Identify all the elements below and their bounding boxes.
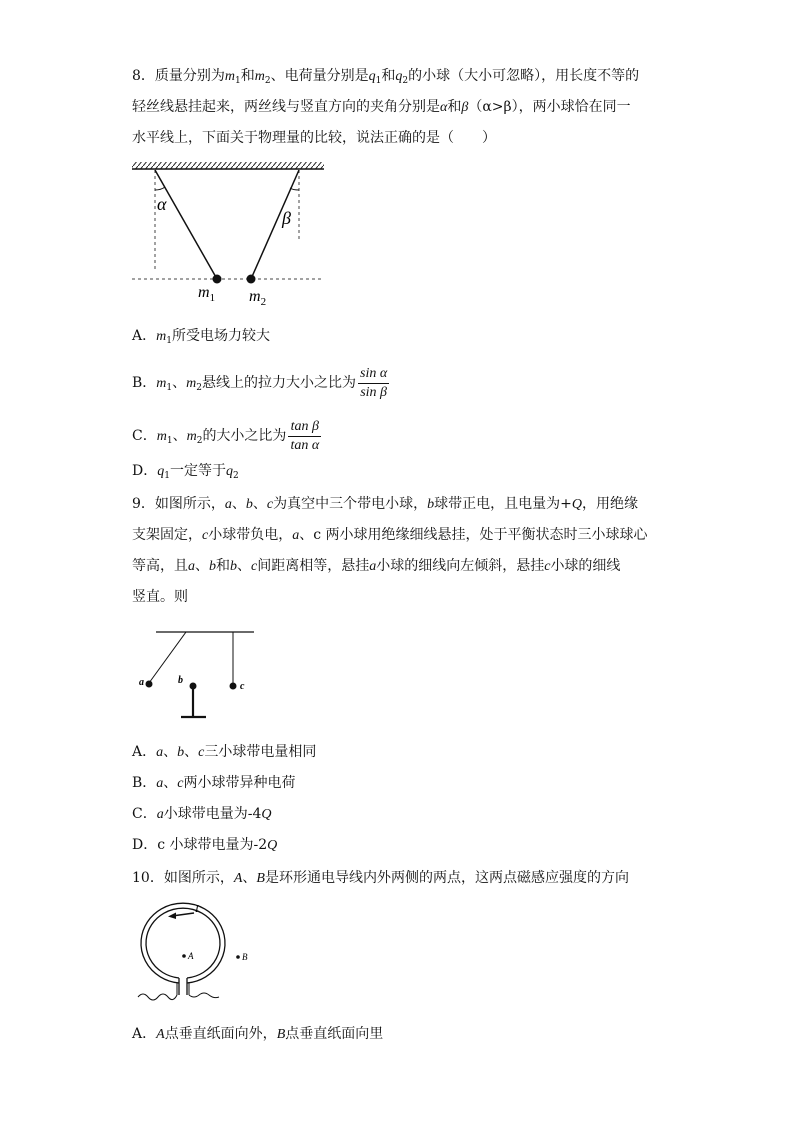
- var-A: A: [233, 871, 243, 886]
- q10-text: 是环形通电导线内外两侧的两点，这两点磁感应强度的方向: [264, 870, 629, 886]
- option-label: C．: [132, 806, 157, 822]
- q10-text: 10．如图所示，: [132, 870, 234, 886]
- ball-m1: [213, 275, 222, 284]
- wavy-wire-left: [138, 994, 177, 1000]
- ring-wire-inner: [146, 908, 220, 978]
- option-label: A．: [132, 328, 157, 344]
- separator: 、: [172, 375, 187, 391]
- q9-stem-line-3: [132, 556, 620, 577]
- subscript: 1: [166, 436, 173, 446]
- subscript: 2: [402, 76, 409, 86]
- var-c: c: [266, 497, 274, 512]
- var-c: c: [177, 776, 184, 791]
- var-a: a: [224, 497, 232, 512]
- var-alpha: α: [440, 100, 448, 115]
- label-a: a: [139, 677, 144, 688]
- q9-text: 、c 两小球用绝缘细线悬挂，处于平衡状态时三小球球心: [299, 527, 648, 543]
- var-q2: q: [225, 464, 233, 479]
- label-m2: $m_2$: [249, 288, 267, 308]
- var-a: a: [369, 559, 377, 574]
- var-c: c: [251, 559, 258, 574]
- option-text: 悬线上的拉力大小之比为: [202, 375, 357, 391]
- q9-option-d: [132, 835, 277, 856]
- q8-text: 、电荷量分别是: [270, 68, 369, 84]
- q9-text: 为真空中三个带电小球，: [273, 496, 428, 512]
- option-label: D．: [132, 463, 158, 479]
- var-m1: m: [224, 69, 236, 84]
- angle-arc-alpha: [155, 187, 165, 190]
- q9-figure: [134, 626, 260, 722]
- var-B: B: [256, 871, 265, 886]
- option-label: D．: [132, 837, 158, 853]
- var-beta: β: [461, 100, 469, 115]
- option-text: 三小球带电量相同: [204, 744, 317, 760]
- q8-figure: [128, 160, 328, 310]
- option-text: 小球带电量为-4: [163, 806, 262, 822]
- label-c: c: [240, 681, 245, 692]
- label-m1: $m_1$: [198, 284, 216, 304]
- option-text: 点垂直纸面向里: [285, 1026, 384, 1042]
- q9-text: 、: [231, 496, 246, 512]
- option-label: C．: [132, 428, 157, 444]
- point-A-dot: [182, 954, 186, 958]
- option-text: 两小球带异种电荷: [183, 775, 296, 791]
- var-a: a: [156, 745, 164, 760]
- q9-text: 和: [216, 558, 230, 574]
- subscript: 1: [235, 76, 241, 86]
- q9-text: 小球的细线向左倾斜，悬挂: [376, 558, 545, 574]
- q9-text: 球带正电，且电量为+: [434, 496, 572, 512]
- q8-option-d: [132, 461, 239, 482]
- q9-option-b: [132, 773, 296, 794]
- var-q1: q: [157, 464, 165, 479]
- option-text: 一定等于: [169, 463, 226, 479]
- subscript: 1: [375, 76, 382, 86]
- var-Q: Q: [571, 497, 582, 512]
- q9-option-a: [132, 742, 316, 763]
- subscript: 2: [264, 76, 271, 86]
- separator: 、: [163, 775, 178, 791]
- current-arrow-head: [168, 913, 176, 920]
- q10-stem-line-1: [132, 868, 629, 889]
- q9-text: 、: [252, 496, 267, 512]
- separator: 、: [184, 744, 199, 760]
- fraction-denominator: sin β: [360, 384, 388, 400]
- q9-stem-line-1: [132, 494, 638, 515]
- var-m1: m: [156, 376, 167, 391]
- subscript: 2: [232, 471, 239, 481]
- q8-stem-line-2: [132, 97, 631, 118]
- fraction-numerator: sin α: [358, 365, 389, 384]
- var-m1: m: [156, 429, 167, 444]
- wavy-wire-right: [189, 993, 219, 998]
- ball-a: [146, 681, 153, 688]
- q10-option-a: [132, 1024, 383, 1045]
- subscript: 1: [166, 336, 172, 346]
- fraction-tan: [288, 418, 321, 455]
- label-A: A: [188, 951, 194, 961]
- option-text: c 小球带电量为-2: [157, 837, 268, 853]
- fraction-sin: [358, 365, 389, 402]
- q10-figure: [132, 898, 262, 1008]
- var-a: a: [292, 528, 300, 543]
- var-m2: m: [186, 429, 197, 444]
- label-I: I: [195, 903, 199, 915]
- angle-arc-beta: [290, 188, 299, 190]
- q10-text: 、: [242, 870, 257, 886]
- thread-m2: [251, 170, 299, 279]
- q9-text: 间距离相等，悬挂: [257, 558, 370, 574]
- option-text: 的大小之比为: [202, 428, 287, 444]
- ball-c: [230, 683, 237, 690]
- q9-option-c: [132, 804, 271, 825]
- separator: 、: [163, 744, 178, 760]
- var-a: a: [156, 776, 164, 791]
- q8-text: 和: [240, 68, 255, 84]
- q8-text: 和: [447, 99, 462, 115]
- q9-text: 支架固定，: [132, 527, 202, 543]
- q9-stem-line-4: [132, 587, 188, 607]
- option-label: B．: [132, 375, 157, 391]
- var-q2: q: [395, 69, 403, 84]
- q8-text: 8．质量分别为: [132, 68, 225, 84]
- option-label: B．: [132, 775, 157, 791]
- var-b: b: [230, 559, 237, 574]
- q8-text: 和: [381, 68, 396, 84]
- q9-stem-line-2: [132, 525, 648, 546]
- var-Q: Q: [267, 838, 278, 853]
- label-B: B: [242, 952, 248, 962]
- var-b: b: [209, 559, 216, 574]
- q8-text: 的小球（大小可忽略），用长度不等的: [408, 68, 640, 84]
- q9-text: 、: [237, 558, 251, 574]
- q8-text: （α>β），两小球恰在同一: [468, 99, 631, 115]
- var-c: c: [544, 559, 551, 574]
- var-c: c: [198, 745, 205, 760]
- q9-text: 竖直。则: [132, 589, 188, 605]
- q9-text: ，用绝缘: [582, 496, 638, 512]
- option-text: 所受电场力较大: [171, 328, 270, 344]
- var-m2: m: [254, 69, 265, 84]
- option-text: 点垂直纸面向外，: [164, 1026, 277, 1042]
- option-label: A．: [132, 744, 157, 760]
- var-m2: m: [186, 376, 197, 391]
- var-Q: Q: [261, 807, 272, 822]
- var-m1: m: [156, 329, 167, 344]
- separator: 、: [172, 428, 187, 444]
- q9-text: 9．如图所示，: [132, 496, 225, 512]
- q8-option-a: [132, 326, 270, 347]
- q8-option-c: [132, 416, 321, 457]
- q9-text: 、: [195, 558, 209, 574]
- subscript: 1: [166, 383, 173, 393]
- var-B: B: [276, 1027, 286, 1042]
- label-beta: β: [282, 208, 291, 228]
- q8-stem-line-1: [132, 66, 639, 87]
- label-alpha: α: [157, 194, 167, 214]
- var-a: a: [156, 807, 164, 822]
- var-b: b: [177, 745, 185, 760]
- option-label: A．: [132, 1026, 157, 1042]
- fraction-denominator: tan α: [290, 437, 320, 453]
- var-b: b: [427, 497, 435, 512]
- thread-m1: [155, 170, 217, 279]
- subscript: 2: [196, 436, 203, 446]
- ball-m2: [247, 275, 256, 284]
- q8-text: 轻丝线悬挂起来，两丝线与竖直方向的夹角分别是: [132, 99, 440, 115]
- q9-text: 小球的细线: [550, 558, 621, 574]
- subscript: 2: [196, 383, 203, 393]
- fraction-numerator: tan β: [288, 418, 321, 437]
- q8-option-b: [132, 363, 389, 404]
- q9-text: 等高，且: [132, 558, 188, 574]
- var-A: A: [156, 1027, 165, 1042]
- q9-text: 小球带负电，: [208, 527, 293, 543]
- label-b: b: [178, 675, 183, 686]
- var-a: a: [188, 559, 195, 574]
- q8-text: 水平线上，下面关于物理量的比较，说法正确的是（ ）: [132, 130, 496, 146]
- subscript: 1: [164, 471, 170, 481]
- var-q1: q: [368, 69, 376, 84]
- var-c: c: [202, 528, 209, 543]
- var-b: b: [245, 497, 253, 512]
- ceiling-hatch: [132, 162, 324, 169]
- q8-stem-line-3: [132, 128, 496, 148]
- point-B-dot: [236, 955, 240, 959]
